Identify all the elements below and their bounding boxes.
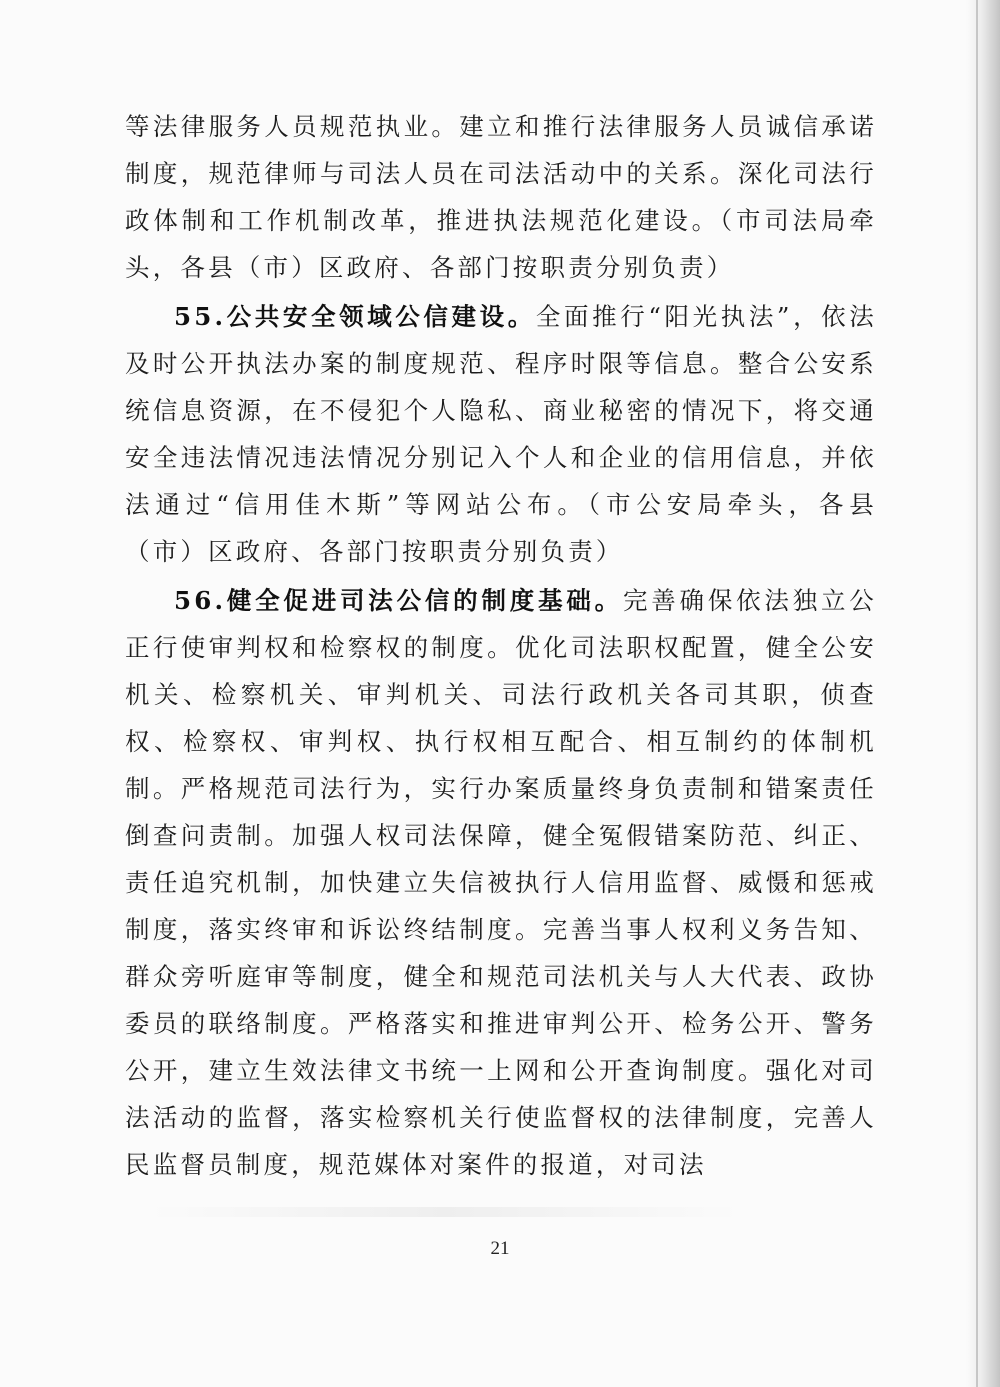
document-body [125,103,877,1188]
section-56-body: 完善确保依法独立公正行使审判权和检察权的制度。优化司法职权配置，健全公安机关、检察机关、审判机关、司法行政机关各司其职，侦查权、检察权、审判权、执行权相互配合、相互制约的体制机制。严格规范司法行为，实行办案质量终身负责制和错案责任倒查问责制。加强人权司法保障，健全冤假错案防范、纠正、责任追究机制，加快建立失信被执行人信用监督、威慑和惩戒制度，落实终审和诉讼终结制度。完善当事人权利义务告知、群众旁听庭审等制度，健全和规范司法机关与人大代表、政协委员的联络制度。严格落实和推进审判公开、检务公开、警务公开，建立生效法律文书统一上网和公开查询制度。强化对司法活动的监督，落实检察机关行使监督权的法律制度，完善人民监督员制度，规范媒体对案件的报道，对司法 [125,586,877,1179]
section-55-body: 全面推行“阳光执法”，依法及时公开执法办案的制度规范、程序时限等信息。整合公安系统信息资源，在不侵犯个人隐私、商业秘密的情况下，将交通安全违法情况违法情况分别记入个人和企业的信用信息，并依法通过“信用佳木斯”等网站公布。（市公安局牵头，各县（市）区政府、各部门按职责分别负责） [125,302,877,566]
page-edge-shadow [966,0,1000,1387]
bleed-through-line [150,1207,740,1217]
continuation-paragraph: 等法律服务人员规范执业。建立和推行法律服务人员诚信承诺制度，规范律师与司法人员在司法活动中的关系。深化司法行政体制和工作机制改革，推进执法规范化建设。（市司法局牵头，各县（市）区政府、各部门按职责分别负责） [125,112,877,282]
section-55-paragraph [125,293,877,575]
section-55-heading: 55.公共安全领域公信建设。 [174,302,536,331]
page-number: 21 [490,1238,510,1259]
section-56-paragraph [125,577,877,1188]
section-56-heading: 56.健全促进司法公信的制度基础。 [174,586,623,615]
page-edge-line [976,0,978,1387]
